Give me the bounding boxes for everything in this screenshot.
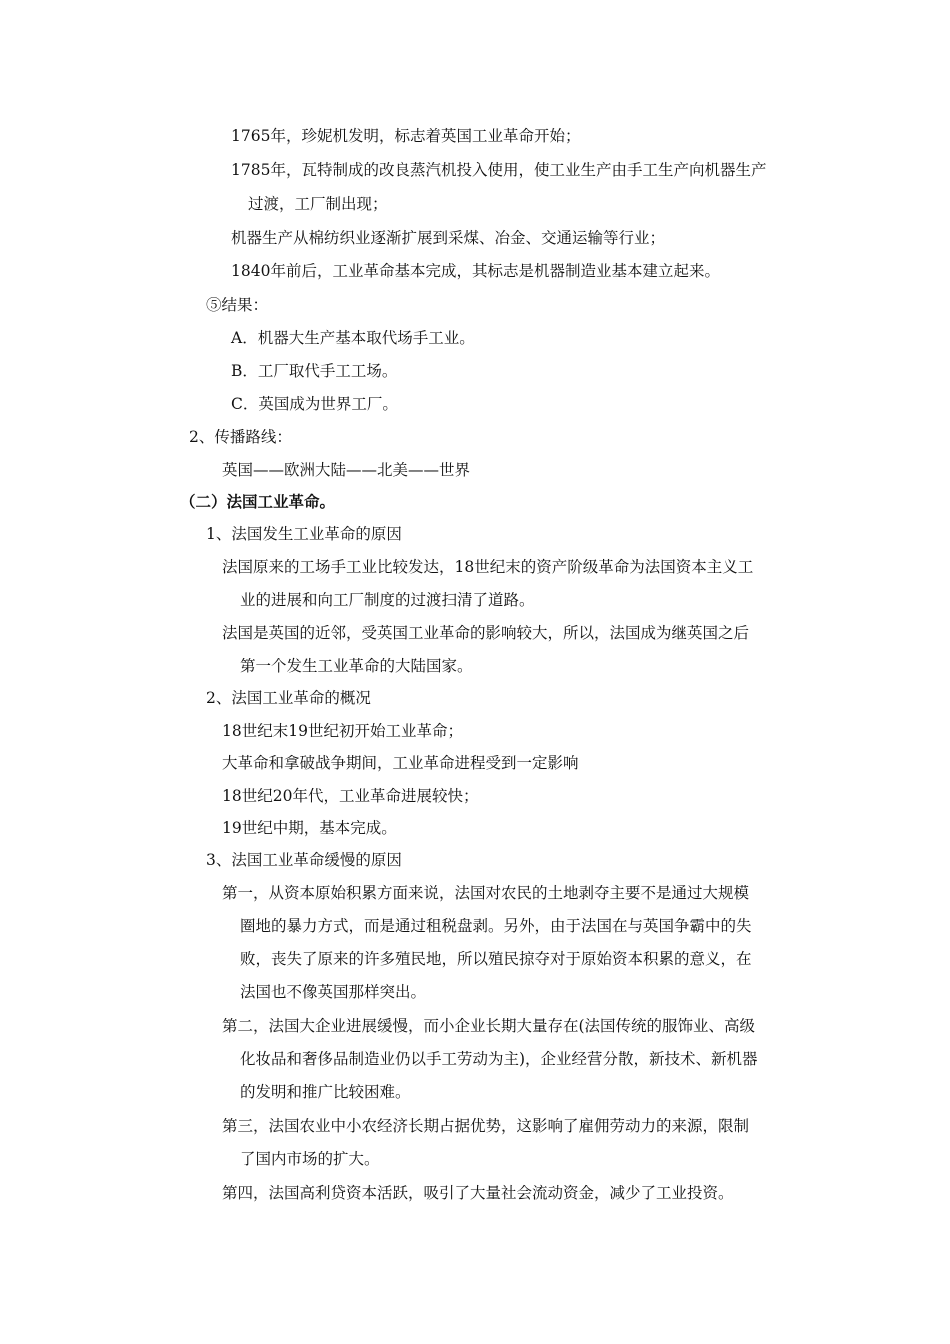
result-item-b: B．工厂取代手工工场。 xyxy=(231,362,398,380)
timeline-item-1840: 1840年前后，工业革命基本完成，其标志是机器制造业基本建立起来。 xyxy=(231,262,720,280)
cause-paragraph-1 xyxy=(222,557,806,577)
timeline-item-expansion: 机器生产从棉纺织业逐渐扩展到采煤、冶金、交通运输等行业； xyxy=(231,229,666,247)
slow-reason-2-line-2: 化妆品和奢侈品制造业仍以手工劳动为主)，企业经营分散，新技术、新机器 xyxy=(240,1050,758,1068)
result-item-a: A．机器大生产基本取代场手工业。 xyxy=(231,329,475,347)
timeline-item-1765: 1765年，珍妮机发明，标志着英国工业革命开始； xyxy=(231,127,581,145)
slow-reason-1-line-4: 法国也不像英国那样突出。 xyxy=(240,983,427,1001)
overview-item-2: 大革命和拿破战争期间，工业革命进程受到一定影响 xyxy=(222,754,579,772)
slow-reason-3-line-2: 了国内市场的扩大。 xyxy=(240,1150,380,1168)
timeline-item-1785: 1785年，瓦特制成的改良蒸汽机投入使用，使工业生产由手工生产向机器生产 xyxy=(231,161,767,179)
slow-reasons-heading: 3、法国工业革命缓慢的原因 xyxy=(206,851,402,869)
slow-reason-1-line-3: 败，丧失了原来的许多殖民地，所以殖民掠夺对于原始资本积累的意义，在 xyxy=(240,950,752,968)
causes-heading: 1、法国发生工业革命的原因 xyxy=(206,525,402,543)
slow-reason-2-line-3: 的发明和推广比较困难。 xyxy=(240,1083,411,1101)
overview-heading: 2、法国工业革命的概况 xyxy=(206,689,371,707)
overview-item-4: 19世纪中期，基本完成。 xyxy=(222,819,397,837)
cause-paragraph-1-text: 法国原来的工场手工业比较发达，18世纪末的资产阶级革命为法国资本主义工 xyxy=(222,558,754,576)
result-heading: ⑤结果： xyxy=(206,296,269,314)
slow-reason-1-line-1: 第一，从资本原始积累方面来说，法国对农民的土地剥夺主要不是通过大规模 xyxy=(222,884,750,902)
spread-route: 英国——欧洲大陆——北美——世界 xyxy=(222,461,471,479)
slow-reason-4: 第四，法国高利贷资本活跃，吸引了大量社会流动资金，减少了工业投资。 xyxy=(222,1184,734,1202)
slow-reason-3-line-1: 第三，法国农业中小农经济长期占据优势，这影响了雇佣劳动力的来源，限制 xyxy=(222,1117,750,1135)
overview-item-3: 18世纪20年代，工业革命进展较快； xyxy=(222,787,479,805)
slow-reason-2-line-1: 第二，法国大企业进展缓慢，而小企业长期大量存在(法国传统的服饰业、高级 xyxy=(222,1017,756,1035)
cause-paragraph-1-continued: 业的进展和向工厂制度的过渡扫清了道路。 xyxy=(240,591,535,609)
cause-paragraph-2: 法国是英国的近邻，受英国工业革命的影响较大，所以，法国成为继英国之后 xyxy=(222,624,750,642)
spread-heading: 2、传播路线： xyxy=(189,428,292,446)
overview-item-1: 18世纪末19世纪初开始工业革命； xyxy=(222,722,463,740)
section-title-france: （二）法国工业革命。 xyxy=(180,492,336,511)
cause-paragraph-2-continued: 第一个发生工业革命的大陆国家。 xyxy=(240,657,473,675)
slow-reason-1-line-2: 圈地的暴力方式，而是通过租税盘剥。另外，由于法国在与英国争霸中的失 xyxy=(240,917,752,935)
timeline-item-1785-continued: 过渡，工厂制出现； xyxy=(248,195,388,213)
result-item-c: C．英国成为世界工厂。 xyxy=(231,395,398,413)
